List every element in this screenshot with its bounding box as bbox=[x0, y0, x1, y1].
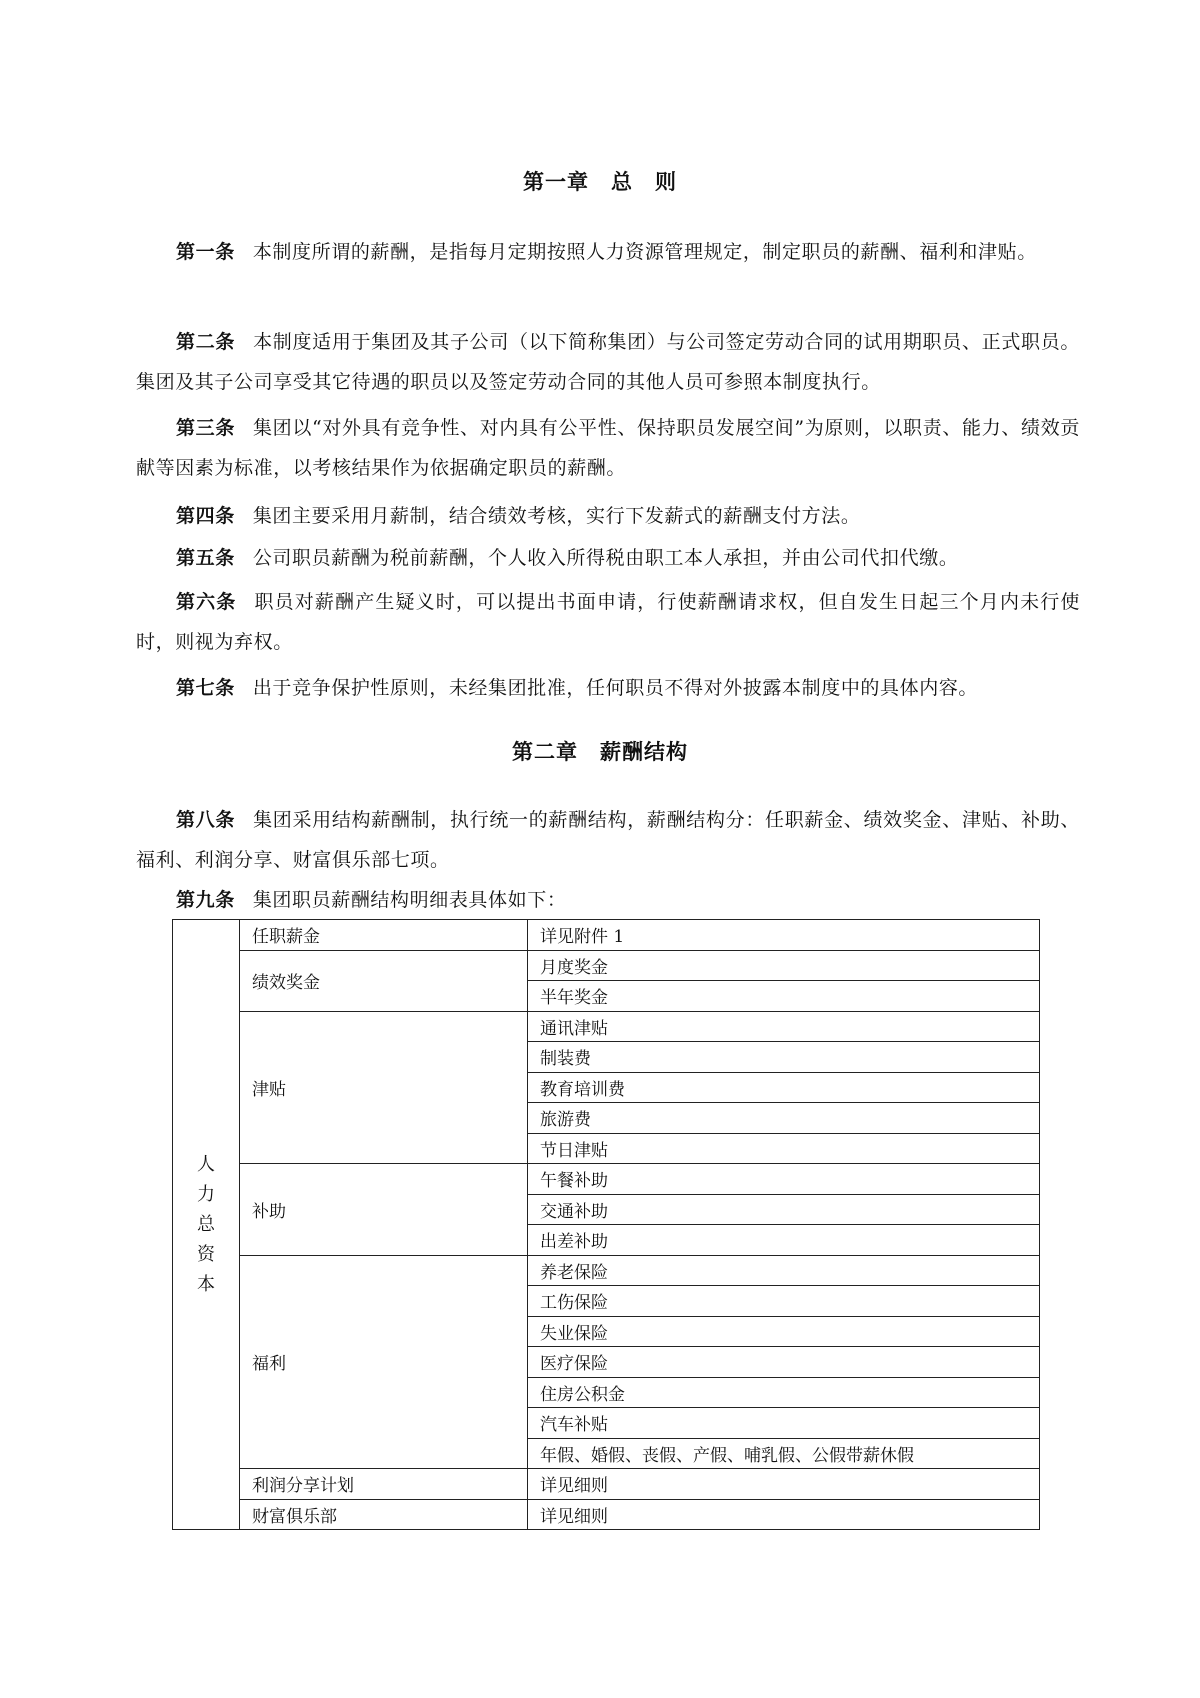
total-capital-label: 人力总资本 bbox=[197, 1153, 215, 1295]
item-cell: 通讯津贴 bbox=[528, 1011, 1040, 1042]
item-cell: 失业保险 bbox=[528, 1316, 1040, 1347]
chapter-1-title: 总 则 bbox=[611, 169, 677, 194]
item-cell: 午餐补助 bbox=[528, 1164, 1040, 1195]
category-cell: 福利 bbox=[240, 1255, 528, 1469]
table-row bbox=[173, 1011, 1040, 1042]
article-7 bbox=[136, 668, 1080, 708]
salary-table-body bbox=[173, 920, 1040, 1530]
article-8 bbox=[136, 800, 1080, 880]
item-cell: 出差补助 bbox=[528, 1225, 1040, 1256]
article-label: 第一条 bbox=[176, 241, 235, 263]
item-cell: 旅游费 bbox=[528, 1103, 1040, 1134]
article-label: 第四条 bbox=[176, 505, 235, 527]
article-text: 集团以“对外具有竞争性、对内具有公平性、保持职员发展空间”为原则，以职责、能力、绩效贡献等因素为标准，以考核结果作为依据确定职员的薪酬。 bbox=[136, 417, 1080, 479]
item-cell: 半年奖金 bbox=[528, 981, 1040, 1012]
item-cell: 年假、婚假、丧假、产假、哺乳假、公假带薪休假 bbox=[528, 1438, 1040, 1469]
article-2 bbox=[136, 322, 1080, 402]
article-text: 集团职员薪酬结构明细表具体如下： bbox=[252, 889, 567, 911]
item-cell: 教育培训费 bbox=[528, 1072, 1040, 1103]
item-cell: 详见细则 bbox=[528, 1469, 1040, 1500]
article-text: 本制度所谓的薪酬，是指每月定期按照人力资源管理规定，制定职员的薪酬、福利和津贴。 bbox=[252, 241, 1037, 263]
total-capital-cell bbox=[173, 920, 240, 1530]
category-cell: 利润分享计划 bbox=[240, 1469, 528, 1500]
chapter-1-number: 第一章 bbox=[523, 169, 589, 194]
item-cell: 工伤保险 bbox=[528, 1286, 1040, 1317]
article-3 bbox=[136, 408, 1080, 488]
chapter-1-heading bbox=[0, 166, 1200, 196]
article-label: 第七条 bbox=[176, 677, 235, 699]
category-cell: 任职薪金 bbox=[240, 920, 528, 951]
item-cell: 详见细则 bbox=[528, 1499, 1040, 1530]
article-label: 第九条 bbox=[176, 889, 235, 911]
table-row bbox=[173, 1255, 1040, 1286]
article-label: 第五条 bbox=[176, 547, 235, 569]
chapter-2-title: 薪酬结构 bbox=[600, 739, 688, 764]
article-9 bbox=[136, 884, 1080, 916]
category-cell: 绩效奖金 bbox=[240, 950, 528, 1011]
article-text: 本制度适用于集团及其子公司（以下简称集团）与公司签定劳动合同的试用期职员、正式职员。集团及其子公司享受其它待遇的职员以及签定劳动合同的其他人员可参照本制度执行。 bbox=[136, 331, 1080, 393]
item-cell: 详见附件 1 bbox=[528, 920, 1040, 951]
article-label: 第六条 bbox=[176, 591, 237, 613]
salary-structure-table bbox=[172, 919, 1040, 1530]
item-cell: 月度奖金 bbox=[528, 950, 1040, 981]
table-row bbox=[173, 950, 1040, 981]
table-row bbox=[173, 1499, 1040, 1530]
article-label: 第八条 bbox=[176, 809, 236, 831]
table-row bbox=[173, 920, 1040, 951]
article-label: 第二条 bbox=[176, 331, 236, 353]
article-text: 集团主要采用月薪制，结合绩效考核，实行下发薪式的薪酬支付方法。 bbox=[252, 505, 861, 527]
chapter-2-number: 第二章 bbox=[512, 739, 578, 764]
article-1 bbox=[136, 232, 1080, 272]
article-text: 集团采用结构薪酬制，执行统一的薪酬结构，薪酬结构分：任职薪金、绩效奖金、津贴、补助、福利、利润分享、财富俱乐部七项。 bbox=[136, 809, 1080, 871]
article-label: 第三条 bbox=[176, 417, 235, 439]
category-cell: 补助 bbox=[240, 1164, 528, 1256]
item-cell: 医疗保险 bbox=[528, 1347, 1040, 1378]
article-text: 公司职员薪酬为税前薪酬，个人收入所得税由职工本人承担，并由公司代扣代缴。 bbox=[252, 547, 959, 569]
article-5 bbox=[136, 538, 1080, 578]
article-text: 出于竞争保护性原则，未经集团批准，任何职员不得对外披露本制度中的具体内容。 bbox=[252, 677, 979, 699]
item-cell: 住房公积金 bbox=[528, 1377, 1040, 1408]
table-row bbox=[173, 1469, 1040, 1500]
article-6 bbox=[136, 582, 1080, 662]
item-cell: 交通补助 bbox=[528, 1194, 1040, 1225]
category-cell: 财富俱乐部 bbox=[240, 1499, 528, 1530]
category-cell: 津贴 bbox=[240, 1011, 528, 1164]
item-cell: 汽车补贴 bbox=[528, 1408, 1040, 1439]
item-cell: 制装费 bbox=[528, 1042, 1040, 1073]
item-cell: 节日津贴 bbox=[528, 1133, 1040, 1164]
article-4 bbox=[136, 496, 1080, 536]
article-text: 职员对薪酬产生疑义时，可以提出书面申请，行使薪酬请求权，但自发生日起三个月内未行使时，则视为弃权。 bbox=[136, 591, 1080, 653]
table-row bbox=[173, 1164, 1040, 1195]
item-cell: 养老保险 bbox=[528, 1255, 1040, 1286]
chapter-2-heading bbox=[0, 736, 1200, 766]
